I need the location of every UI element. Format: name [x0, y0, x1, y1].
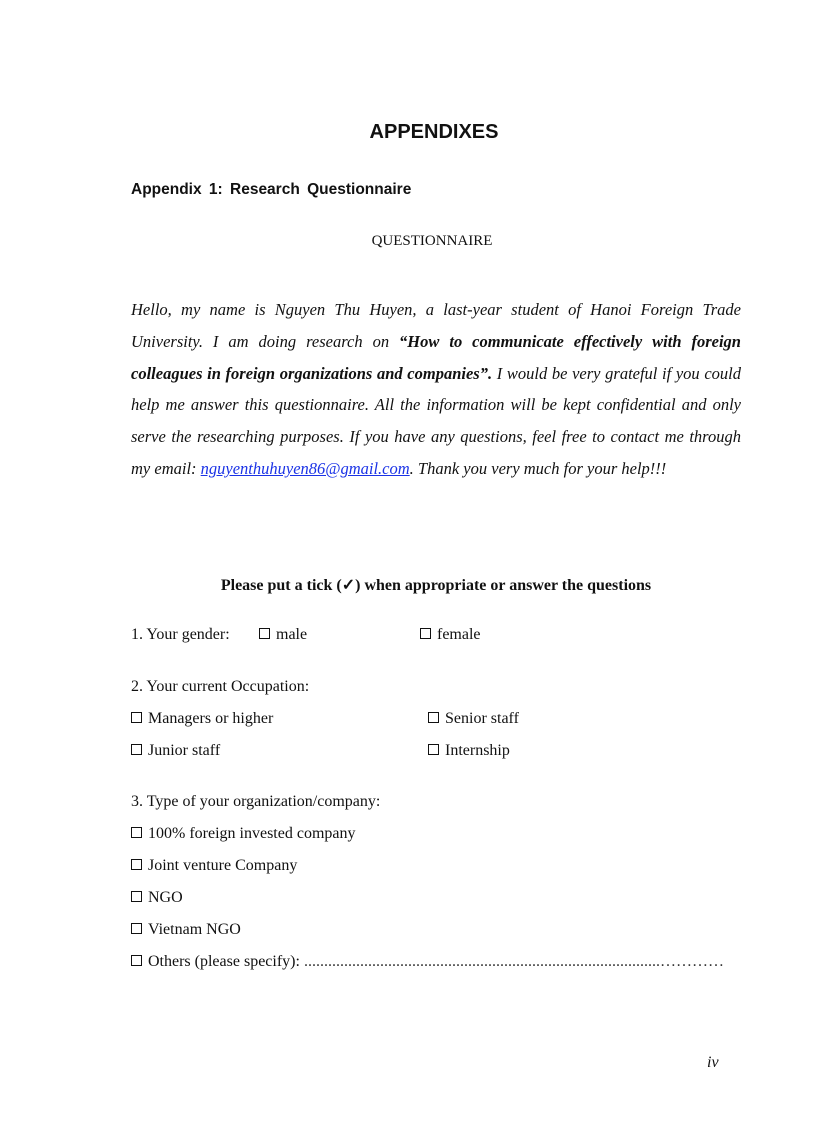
option-joint-venture[interactable]: [131, 857, 297, 875]
page-number: iv: [707, 1054, 719, 1071]
checkbox-icon[interactable]: [131, 827, 142, 838]
option-junior-staff[interactable]: [131, 742, 220, 760]
intro-text-1: Hello, my name is Nguyen Thu Huyen, a last-year student of Hanoi Foreign Trade University. I am doing research on: [131, 300, 741, 351]
option-ngo[interactable]: [131, 889, 183, 907]
option-label: Joint venture Company: [148, 857, 298, 874]
option-label: Internship: [445, 742, 510, 759]
option-label: Vietnam NGO: [148, 921, 241, 938]
checkbox-icon[interactable]: [131, 923, 142, 934]
question-organization-label: 3. Type of your organization/company:: [131, 793, 381, 810]
option-managers[interactable]: [131, 710, 273, 728]
checkbox-icon[interactable]: [428, 712, 439, 723]
checkbox-icon[interactable]: [131, 859, 142, 870]
checkbox-icon[interactable]: [420, 628, 431, 639]
page-title: APPENDIXES: [369, 121, 499, 143]
checkbox-icon[interactable]: [131, 955, 142, 966]
instruction-text: Please put a tick (✓) when appropriate or answer the questions: [220, 577, 652, 594]
intro-research-topic: “How to communicate effectively with foreign colleagues in foreign organizations and companies”.: [131, 331, 741, 383]
checkbox-icon[interactable]: [131, 744, 142, 755]
intro-text-3: . Thank you very much for your help!!!: [409, 458, 667, 478]
questionnaire-title: QUESTIONNAIRE: [371, 233, 493, 249]
option-label: NGO: [148, 889, 183, 906]
option-female[interactable]: [420, 626, 481, 644]
option-foreign-invested[interactable]: [131, 825, 356, 843]
option-label: female: [437, 626, 481, 643]
option-male[interactable]: [259, 626, 307, 644]
checkbox-icon[interactable]: [259, 628, 270, 639]
option-label: Junior staff: [148, 742, 221, 759]
option-label: Managers or higher: [148, 710, 274, 727]
option-label: Others (please specify):: [148, 953, 300, 970]
question-gender-label: 1. Your gender:: [131, 626, 230, 643]
option-senior-staff[interactable]: [428, 710, 519, 728]
specify-blank-line[interactable]: .........................................................................................…………: [303, 953, 724, 970]
option-label: male: [276, 626, 308, 643]
checkbox-icon[interactable]: [131, 712, 142, 723]
email-link[interactable]: nguyenthuhuyen86@gmail.com: [200, 458, 410, 478]
appendix-heading: Appendix 1: Research Questionnaire: [131, 181, 412, 198]
option-vietnam-ngo[interactable]: [131, 921, 241, 939]
option-label: 100% foreign invested company: [148, 825, 356, 842]
option-label: Senior staff: [445, 710, 519, 727]
intro-paragraph: [131, 294, 741, 485]
question-occupation-label: 2. Your current Occupation:: [131, 678, 310, 695]
checkbox-icon[interactable]: [428, 744, 439, 755]
option-internship[interactable]: [428, 742, 510, 760]
checkbox-icon[interactable]: [131, 891, 142, 902]
option-others[interactable]: [131, 953, 724, 971]
intro-text-2: I would be very grateful if you could help me answer this questionnaire. All the information will be kept confidential and only serve the researching purposes. If you have any questions, feel free to contact me through my email:: [131, 363, 741, 478]
